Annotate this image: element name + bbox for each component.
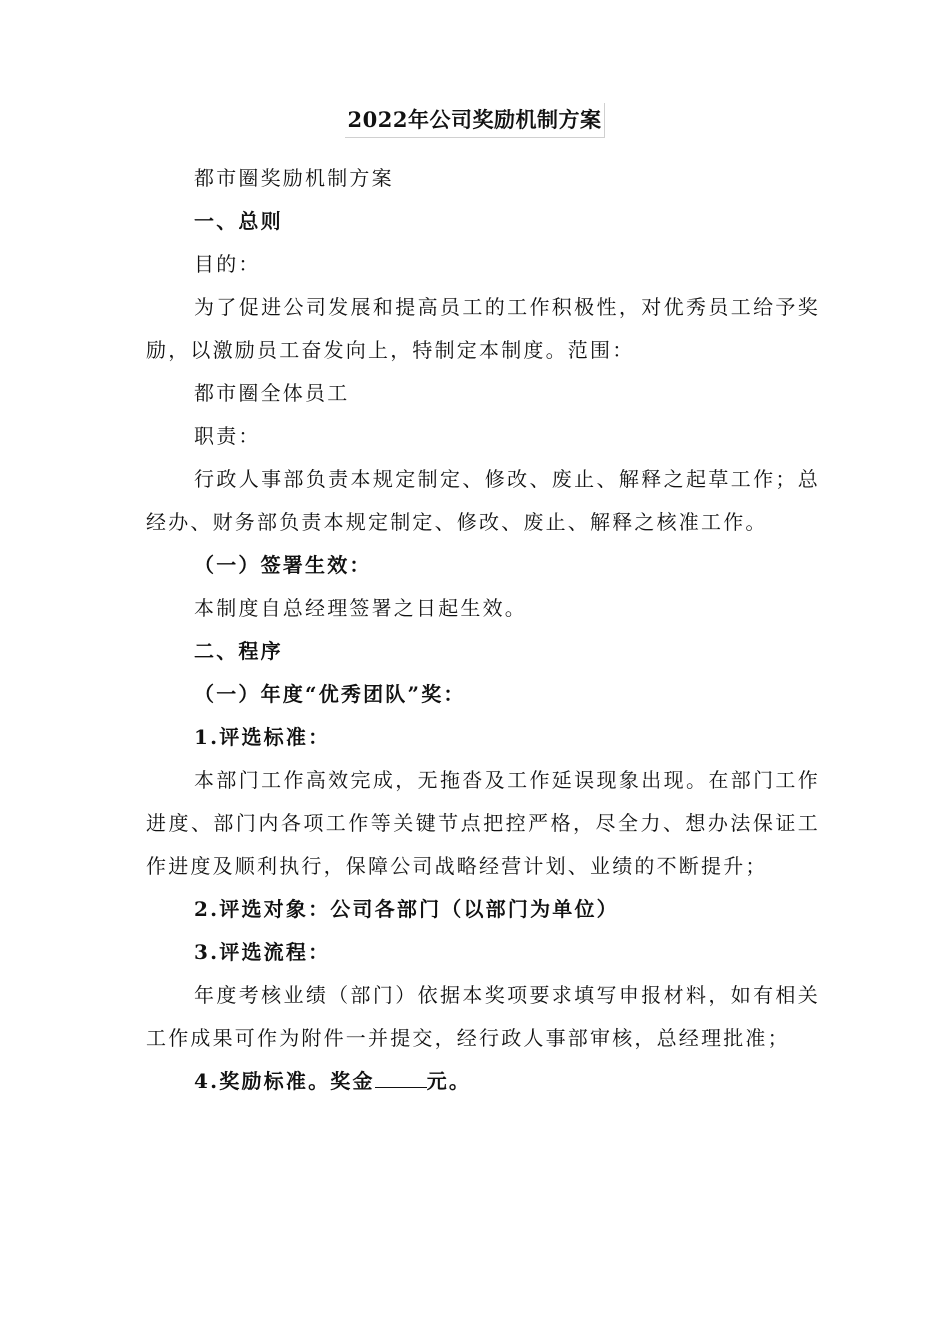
reward-text-before: 4.奖励标准。奖金 bbox=[194, 1069, 375, 1093]
title-container bbox=[0, 103, 950, 138]
document-body bbox=[146, 157, 820, 1103]
paragraph-effective-text: 本制度自总经理签署之日起生效。 bbox=[194, 596, 527, 620]
paragraph-purpose-text: 为了促进公司发展和提高员工的工作积极性，对优秀员工给予奖励，以激励员工奋发向上，特制定本制度。范围： bbox=[146, 295, 820, 362]
item-reward-standard bbox=[146, 1060, 820, 1103]
paragraph-scope-text: 都市圈全体员工 bbox=[194, 381, 350, 405]
item-target: 2.评选对象：公司各部门（以部门为单位） bbox=[194, 897, 619, 921]
reward-text-after: 元。 bbox=[426, 1069, 472, 1093]
paragraph-process-text: 年度考核业绩（部门）依据本奖项要求填写申报材料，如有相关工作成果可作为附件一并提交，经行政人事部审核，总经理批准； bbox=[146, 983, 820, 1050]
subheading-effective: （一）签署生效： bbox=[194, 553, 372, 577]
item-criteria-label: 1.评选标准： bbox=[194, 725, 331, 749]
paragraph-purpose-label: 目的： bbox=[194, 252, 261, 276]
section-heading-procedure: 二、程序 bbox=[194, 639, 283, 663]
subheading-team-award: （一）年度“优秀团队”奖： bbox=[194, 682, 466, 706]
item-process-label: 3.评选流程： bbox=[194, 940, 331, 964]
paragraph-criteria-text: 本部门工作高效完成，无拖沓及工作延误现象出现。在部门工作进度、部门内各项工作等关键节点把控严格，尽全力、想办法保证工作进度及顺利执行，保障公司战略经营计划、业绩的不断提升； bbox=[146, 768, 820, 878]
paragraph-duties-label: 职责： bbox=[194, 424, 261, 448]
paragraph-subtitle: 都市圈奖励机制方案 bbox=[194, 166, 394, 190]
paragraph-duties-text: 行政人事部负责本规定制定、修改、废止、解释之起草工作；总经办、财务部负责本规定制定、修改、废止、解释之核准工作。 bbox=[146, 467, 820, 534]
document-title: 2022年公司奖励机制方案 bbox=[345, 103, 606, 138]
blank-amount-line bbox=[375, 1065, 427, 1088]
section-heading-general: 一、总则 bbox=[194, 209, 283, 233]
